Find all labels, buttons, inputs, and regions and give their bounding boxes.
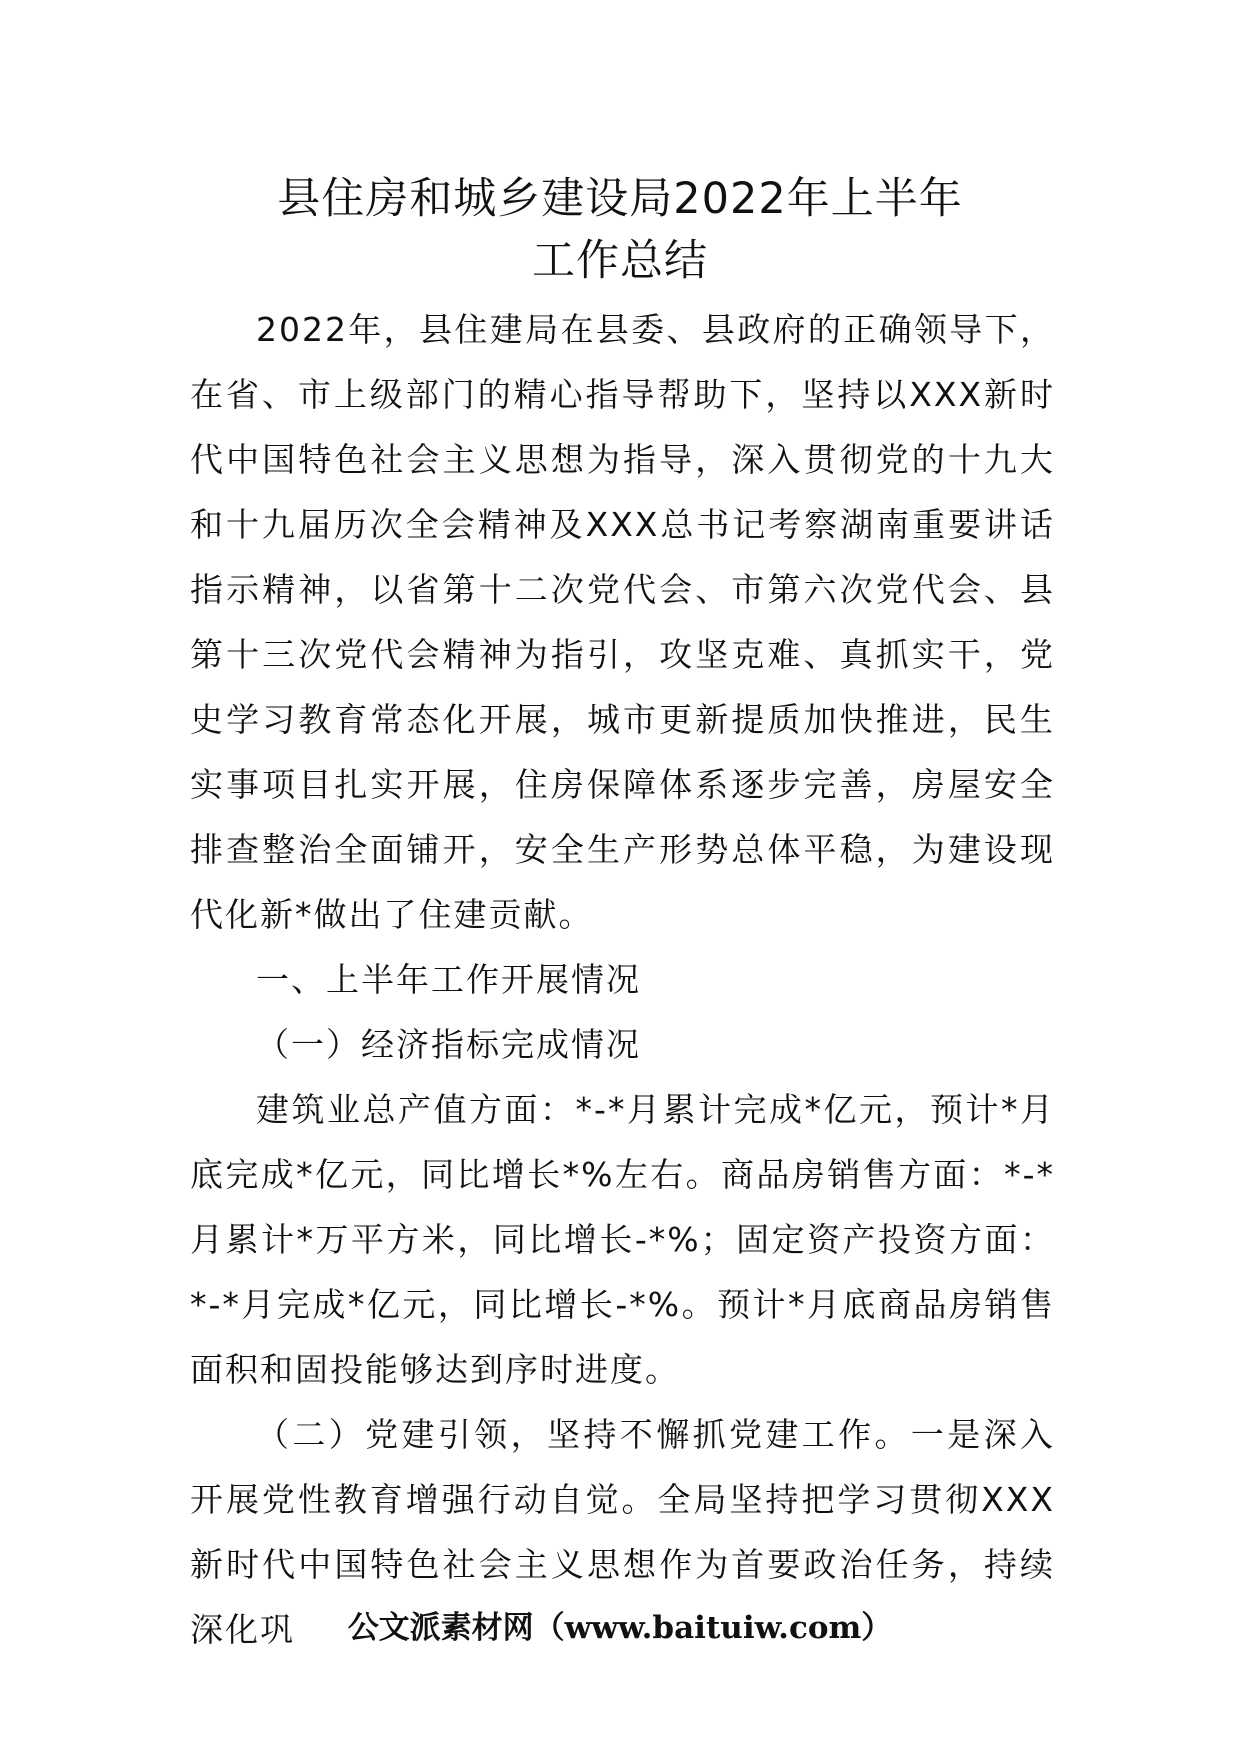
intro-paragraph: 2022年，县住建局在县委、县政府的正确领导下，在省、市上级部门的精心指导帮助下，坚持以XXX新时代中国特色社会主义思想为指导，深入贯彻党的十九大和十九届历次全会精神及XXX总书记考察湖南重要讲话指示精神，以省第十二次党代会、市第六次党代会、县第十三次党代会精神为指引，攻坚克难、真抓实干，党史学习教育常态化开展，城市更新提质加快推进，民生实事项目扎实开展，住房保障体系逐步完善，房屋安全排查整治全面铺开，安全生产形势总体平稳，为建设现代化新*做出了住建贡献。: [190, 310, 1055, 934]
document-title: [120, 168, 1120, 292]
footer-watermark: 公文派素材网（www.baituiw.com）: [347, 1610, 893, 1646]
section-heading-1: 一、上半年工作开展情况: [256, 960, 641, 999]
document-body: [190, 297, 1055, 1662]
party-building-paragraph: （二）党建引领，坚持不懈抓党建工作。一是深入开展党性教育增强行动自觉。全局坚持把学习贯彻XXX新时代中国特色社会主义思想作为首要政治任务，持续深化巩: [190, 1415, 1055, 1649]
title-line-2: 工作总结: [532, 236, 708, 286]
subsection-heading-1: （一）经济指标完成情况: [256, 1025, 641, 1064]
title-line-1: 县住房和城乡建设局2022年上半年: [277, 174, 963, 224]
economic-indicators-paragraph: 建筑业总产值方面：*-*月累计完成*亿元，预计*月底完成*亿元，同比增长*%左右。商品房销售方面：*-*月累计*万平方米，同比增长-*%；固定资产投资方面：*-*月完成*亿元，同比增长-*%。预计*月底商品房销售面积和固投能够达到序时进度。: [190, 1090, 1055, 1389]
